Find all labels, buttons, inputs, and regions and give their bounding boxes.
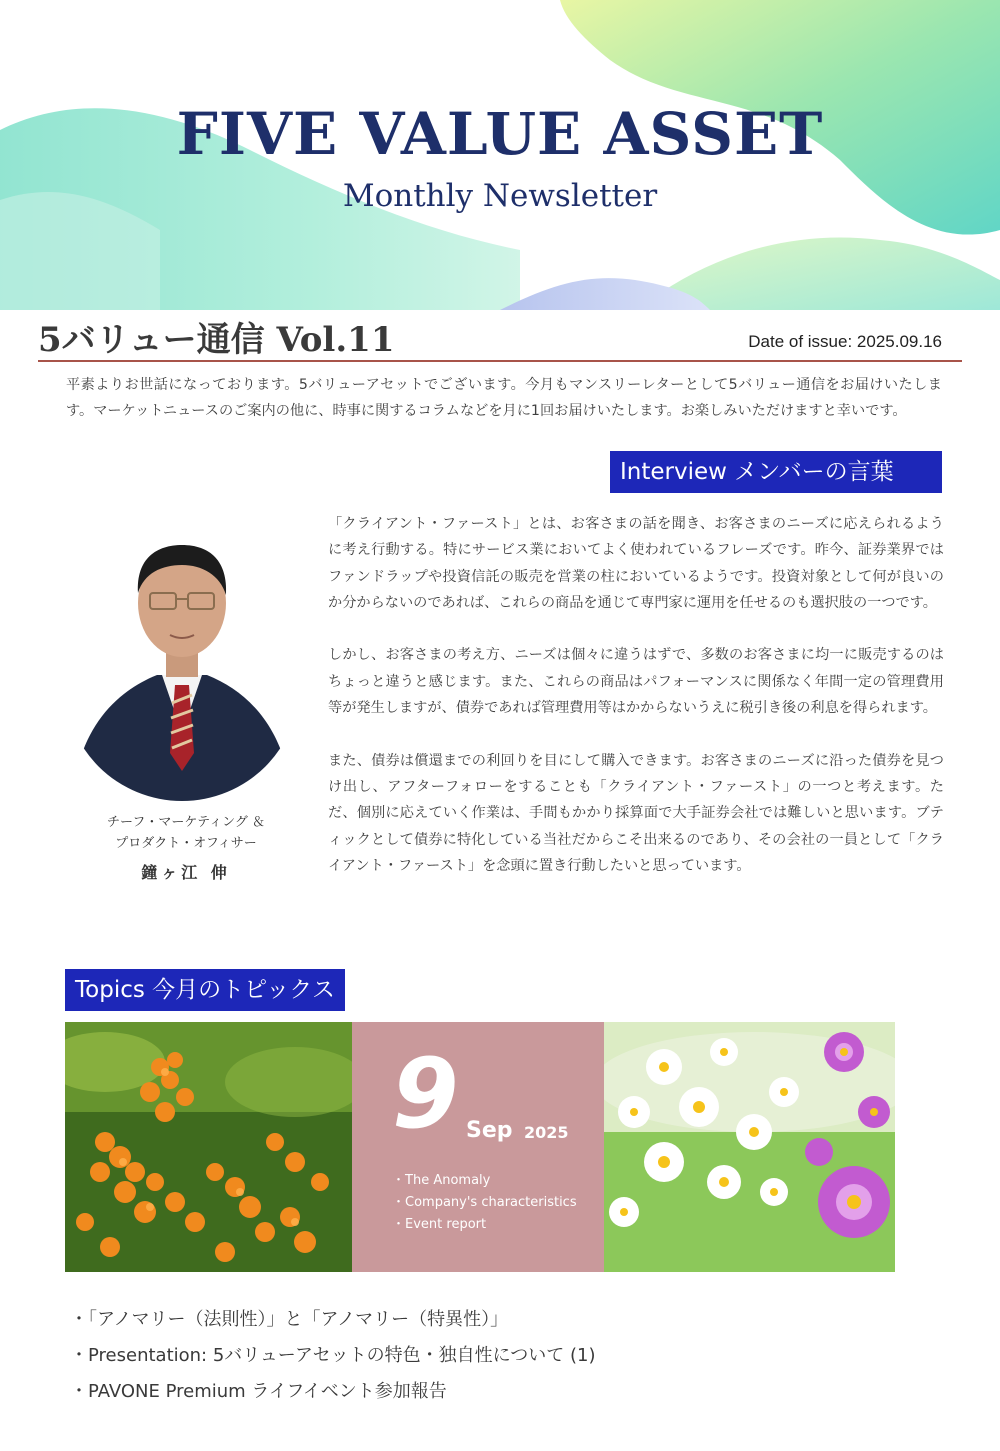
- issue-divider: [38, 360, 962, 362]
- topic-item: ・ 「アノマリー（法則性）」と「アノマリー（特異性）」: [70, 1302, 596, 1338]
- member-name: 鐘ヶ江 伸: [141, 863, 231, 882]
- member-role-line1: チーフ・マーケティング ＆: [107, 815, 265, 830]
- topics-banner-panel: [352, 1022, 604, 1272]
- interview-paragraph: また、債券は償還までの利回りを目にして購入できます。お客さまのニーズに沿った債券を見つけ出し、アフターフォローをすることも「クライアント・ファースト」の一つと考えます。ただ、個別に応えていく作業は、手間もかかり採算面で大手証券会社では難しいと思います。ブティックとして債券に特化している当社だからこそ出来るのであり、その会社の一員として「クライアント・ファースト」を念頭に置き行動したいと思っています。: [328, 752, 944, 874]
- cosmos-flower-image: [604, 1022, 895, 1272]
- banner-month-name: Sep: [466, 1118, 513, 1143]
- topics-banner: [65, 1022, 895, 1272]
- brand-title: FIVE VALUE ASSET: [176, 100, 824, 168]
- topics-list: [70, 1302, 596, 1410]
- topic-item: ・ Presentation: 5バリューアセットの特色・独自性について (1): [70, 1338, 596, 1374]
- issue-date: Date of issue: 2025.09.16: [748, 332, 942, 351]
- intro-paragraph: 平素よりお世話になっております。5バリューアセットでございます。今月もマンスリーレターとして5バリュー通信をお届けいたします。マーケットニュースのご案内の他に、時事に関するコラムなどを月に1回お届けいたします。お楽しみいただけますと幸いです。: [66, 377, 942, 420]
- banner-topic-item: ・ Company's characteristics: [392, 1192, 577, 1214]
- banner-topic-item: ・ The Anomaly: [392, 1170, 577, 1192]
- interview-body: [328, 511, 944, 905]
- banner-topic-list: [392, 1170, 577, 1236]
- banner-topic-item: ・ Event report: [392, 1214, 577, 1236]
- member-role: [60, 812, 312, 854]
- interview-paragraph: しかし、お客さまの考え方、ニーズは個々に違うはずで、多数のお客さまに均一に販売するのはちょっと違うと感じます。また、これらの商品はパフォーマンスに関係なく年間一定の管理費用等が発生しますが、債券であれば管理費用等はかからないうえに税引き後の利息を得られます。: [328, 647, 944, 717]
- interview-paragraph: 「クライアント・ファースト」とは、お客さまの話を聞き、お客さまのニーズに応えられるように考え行動する。特にサービス業においてよく使われているフレーズです。昨今、証券業界ではファンドラップや投資信託の販売を営業の柱においているようです。投資対象として何が良いのか分からないのであれば、これらの商品を通じて専門家に運用を任せるのも選択肢の一つです。: [328, 516, 944, 611]
- issue-title: 5バリュー通信 Vol.11: [38, 320, 395, 360]
- topics-section-label: Topics 今月のトピックス: [65, 969, 345, 1011]
- brand-subtitle: Monthly Newsletter: [342, 178, 658, 214]
- banner-month-number: 9: [392, 1038, 459, 1150]
- member-role-line2: プロダクト・オフィサー: [115, 836, 257, 851]
- banner-year: 2025: [524, 1123, 569, 1142]
- member-portrait: [62, 503, 302, 803]
- osmanthus-flower-image: [65, 1022, 352, 1272]
- interview-section-label: Interview メンバーの言葉: [610, 451, 942, 493]
- topic-item: ・ PAVONE Premium ライフイベント参加報告: [70, 1374, 596, 1410]
